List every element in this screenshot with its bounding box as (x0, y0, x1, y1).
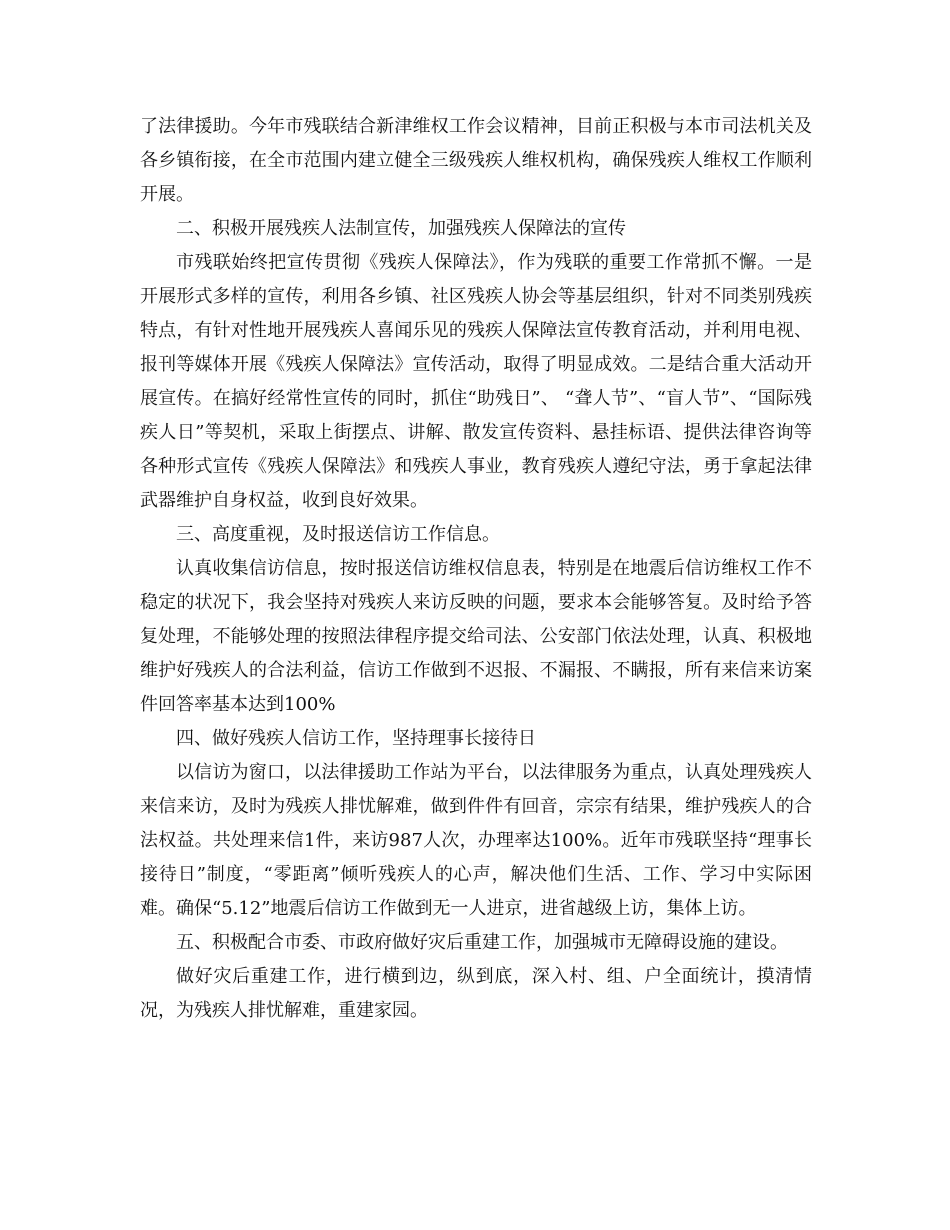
section-heading-2: 二、积极开展残疾人法制宣传，加强残疾人保障法的宣传 (176, 218, 626, 239)
section-heading-4: 四、做好残疾人信访工作，坚持理事长接待日 (176, 728, 536, 749)
paragraph-reception-day: 以信访为窗口，以法律援助工作站为平台，以法律服务为重点，认真处理残疾人来信来访，及时为残疾人排忧解难，做到件件有回音，宗宗有结果，维护残疾人的合法权益。共处理来信1件，来访987人次，办理率达100%。近年市残联坚持“理事长接待日”制度，“零距离”倾听残疾人的心声，解决他们生活、工作、学习中实际困难。确保“5.12”地震后信访工作做到无一人进京，进省越级上访，集体上访。 (140, 762, 812, 919)
section-heading-5: 五、积极配合市委、市政府做好灾后重建工作，加强城市无障碍设施的建设。 (176, 932, 788, 953)
paragraph-legal-publicity: 市残联始终把宣传贯彻《残疾人保障法》，作为残联的重要工作常抓不懈。一是开展形式多样的宣传，利用各乡镇、社区残疾人协会等基层组织，针对不同类别残疾特点，有针对性地开展残疾人喜闻乐见的残疾人保障法宣传教育活动，并利用电视、报刊等媒体开展《残疾人保障法》宣传活动，取得了明显成效。二是结合重大活动开展宣传。在搞好经常性宣传的同时，抓住“助残日”、 “聋人节”、“盲人节”、“国际残疾人日”等契机，采取上街摆点、讲解、散发宣传资料、悬挂标语、提供法律咨询等各种形式宣传《残疾人保障法》和残疾人事业，教育残疾人遵纪守法，勇于拿起法律武器维护自身权益，收到良好效果。 (140, 252, 812, 511)
section-heading-3: 三、高度重视，及时报送信访工作信息。 (176, 524, 500, 545)
paragraph-reconstruction: 做好灾后重建工作，进行横到边，纵到底，深入村、组、户全面统计，摸清情况，为残疾人排忧解难，重建家园。 (140, 966, 812, 1021)
paragraph-petition-info: 认真收集信访信息，按时报送信访维权信息表，特别是在地震后信访维权工作不稳定的状况下，我会坚持对残疾人来访反映的问题，要求本会能够答复。及时给予答复处理，不能够处理的按照法律程序提交给司法、公安部门依法处理，认真、积极地维护好残疾人的合法利益，信访工作做到不迟报、不漏报、不瞒报，所有来信来访案件回答率基本达到100% (140, 558, 812, 715)
paragraph-continuation: 了法律援助。今年市残联结合新津维权工作会议精神，目前正积极与本市司法机关及各乡镇衔接，在全市范围内建立健全三级残疾人维权机构，确保残疾人维权工作顺利开展。 (140, 116, 812, 205)
document-body (140, 110, 812, 1028)
